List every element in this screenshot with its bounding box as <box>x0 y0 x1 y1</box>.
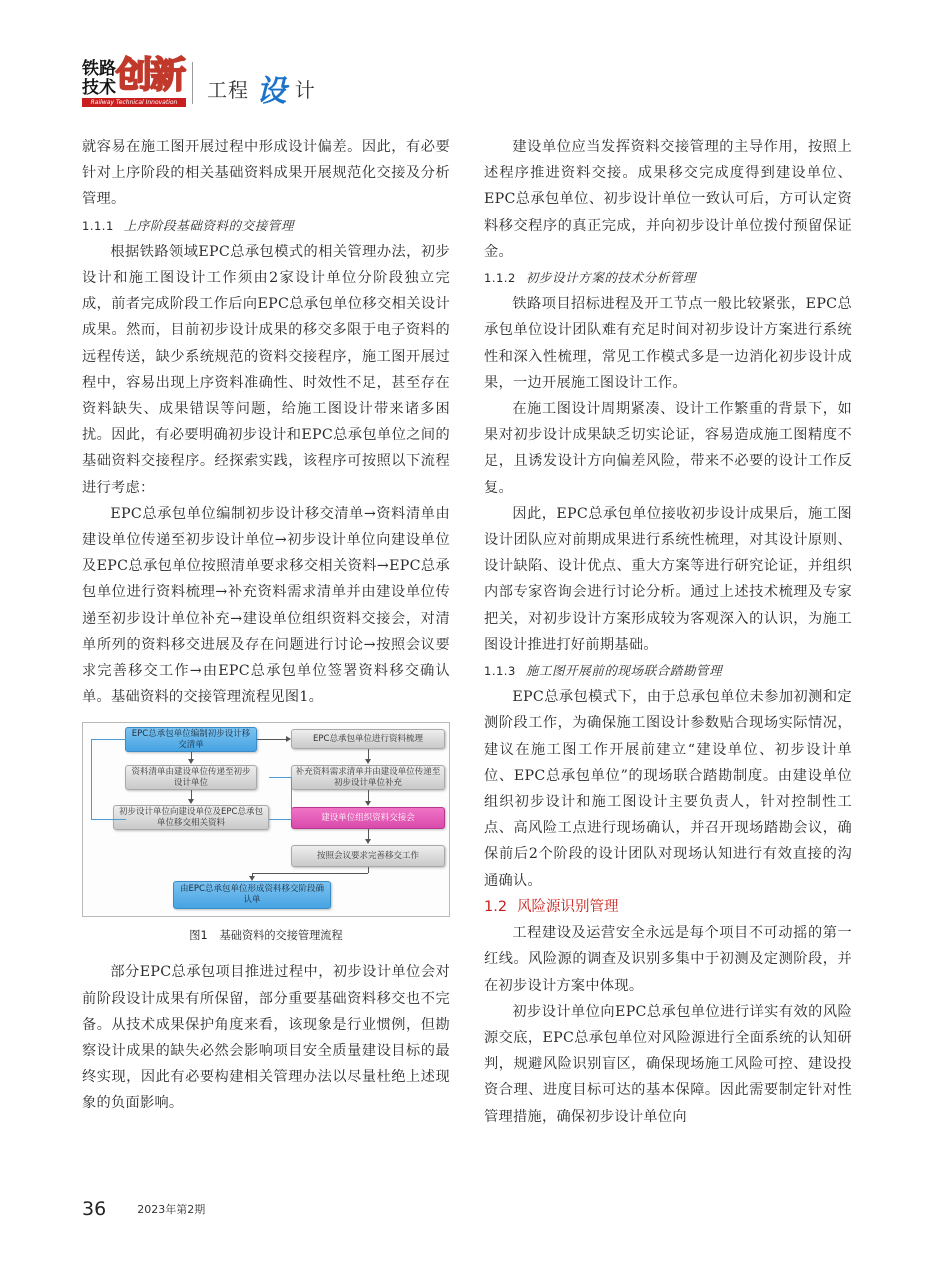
flow-box-3: 初步设计单位向建设单位及EPC总承包单位移交相关资料 <box>113 805 269 830</box>
journal-logo <box>82 55 186 108</box>
right-column <box>484 134 852 1130</box>
arrowhead <box>188 759 194 764</box>
flow-arrow <box>257 739 286 740</box>
paragraph: 就容易在施工图开展过程中形成设计偏差。因此，有必要针对上序阶段的相关基础资料成果开展规范化交接及分析管理。 <box>82 139 450 208</box>
flow-box-2: 资料清单由建设单位传递至初步设计单位 <box>125 765 257 790</box>
flow-box-5: 补充资料需求清单并由建设单位传递至初步设计单位补充 <box>291 765 445 790</box>
flow-box-7: 按照会议要求完善移交工作 <box>291 845 445 867</box>
subsection-heading-1-1-1: 1.1.1 上序阶段基础资料的交接管理 <box>82 217 294 233</box>
flow-arrow <box>252 873 368 874</box>
paragraph: 根据铁路领域EPC总承包模式的相关管理办法，初步设计和施工图设计工作须由2家设计单位分阶段独立完成，前者完成阶段工作后向EPC总承包单位移交相关设计成果。然而，目前初步设计成果的移交多限于电子资料的远程传送，缺少系统规范的资料交接程序，施工图开展过程中，容易出现上序资料准确性、时效性不足，甚至存在资料缺失、成果错误等问题，给施工图设计带来诸多困扰。因此，有必要明确初步设计和EPC总承包单位之间的基础资料交接程序。经探索实践，该程序可按照以下流程进行考虑： <box>82 243 450 496</box>
flow-box-1: EPC总承包单位编制初步设计移交清单 <box>125 727 257 752</box>
flow-arrow <box>368 867 369 873</box>
flow-box-4: EPC总承包单位进行资料梳理 <box>291 729 445 749</box>
left-column <box>82 134 450 1117</box>
subsection-heading-1-1-2: 1.1.2 初步设计方案的技术分析管理 <box>484 270 696 286</box>
feedback-loop <box>269 777 292 820</box>
paragraph: 铁路项目招标进程及开工节点一般比较紧张，EPC总承包单位设计团队难有充足时间对初步设计方案进行系统性和深入性梳理，常见工作模式多是一边消化初步设计成果，一边开展施工图设计工作。 <box>484 296 852 391</box>
journal-header <box>82 55 482 109</box>
paragraph: 建设单位应当发挥资料交接管理的主导作用，按照上述程序推进资料交接。成果移交完成度得到建设单位、EPC总承包单位、初步设计单位一致认可后，方可认定资料移交程序的真正完成，并向初步设计单位拨付预留保证金。 <box>484 139 852 260</box>
page-footer <box>82 1198 205 1220</box>
flow-box-6: 建设单位组织资料交接会 <box>291 807 445 829</box>
arrowhead <box>188 799 194 804</box>
section-heading-1-2: 1.2 风险源识别管理 <box>484 898 619 915</box>
figure-caption: 图1 基础资料的交接管理流程 <box>189 929 343 943</box>
arrowhead <box>365 801 371 806</box>
header-divider <box>192 62 193 104</box>
paragraph: 工程建设及运营安全永远是每个项目不可动摇的第一红线。风险源的调查及识别多集中于初测及定测阶段，并在初步设计方案中体现。 <box>484 925 852 994</box>
logo-small-text: 铁路 技术 <box>82 59 116 98</box>
paragraph: 初步设计单位向EPC总承包单位进行详实有效的风险源交底，EPC总承包单位对风险源进行全面系统的认知研判，规避风险识别盲区，确保现场施工风险可控、建设投资合理、进度目标可达的基本保障。因此需要制定针对性管理措施，确保初步设计单位向 <box>484 1003 852 1125</box>
flow-box-8: 由EPC总承包单位形成资料移交阶段确认单 <box>173 881 331 909</box>
logo-english: Railway Technical Innovation <box>82 98 186 107</box>
paragraph: EPC总承包模式下，由于总承包单位未参加初测和定测阶段工作，为确保施工图设计参数贴合现场实际情况，建议在施工图工作开展前建立“建设单位、初步设计单位、EPC总承包单位”的现场联合踏勘制度。由建设单位组织初步设计和施工图设计主要负责人，针对控制性工点、高风险工点进行现场确认，并召开现场踏勘会议，确保前后2个阶段的设计团队对现场认知进行有效直接的沟通确认。 <box>484 689 852 889</box>
paragraph: 部分EPC总承包项目推进过程中，初步设计单位会对前阶段设计成果有所保留，部分重要基础资料移交也不完备。从技术成果保护角度来看，该现象是行业惯例，但勘察设计成果的缺失必然会影响项目安全质量建设目标的最终实现，因此有必要构建相关管理办法以尽量杜绝上述现象的负面影响。 <box>82 964 450 1112</box>
flowchart-figure <box>82 722 450 917</box>
page-number: 36 <box>82 1198 107 1220</box>
arrowhead <box>365 759 371 764</box>
logo-big-text: 创新 <box>116 55 185 96</box>
section-name: 工程 设 计 <box>207 74 316 109</box>
paragraph: 在施工图设计周期紧凑、设计工作繁重的背景下，如果对初步设计成果缺乏切实论证，容易造成施工图精度不足，且诱发设计方向偏差风险，带来不必要的设计工作反复。 <box>484 401 852 496</box>
arrowhead <box>286 736 291 742</box>
paragraph: EPC总承包单位编制初步设计移交清单→资料清单由建设单位传递至初步设计单位→初步设计单位向建设单位及EPC总承包单位按照清单要求移交相关资料→EPC总承包单位进行资料梳理→补充资料需求清单并由建设单位传递至初步设计单位补充→建设单位组织资料交接会，对清单所列的资料移交进展及存在问题进行讨论→按照会议要求完善移交工作→由EPC总承包单位签署资料移交确认单。基础资料的交接管理流程见图1。 <box>82 505 450 706</box>
issue-label: 2023年第2期 <box>137 1203 206 1216</box>
arrowhead <box>365 839 371 844</box>
subsection-heading-1-1-3: 1.1.3 施工图开展前的现场联合踏勘管理 <box>484 663 723 679</box>
paragraph: 因此，EPC总承包单位接收初步设计成果后，施工图设计团队应对前期成果进行系统性梳理，对其设计原则、设计缺陷、设计优点、重大方案等进行研究论证，并组织内部专家咨询会进行讨论分析。通过上述技术梳理及专家把关，对初步设计方案形成较为客观深入的认识，为施工图设计推进打好前期基础。 <box>484 505 852 653</box>
arrowhead <box>249 876 255 881</box>
feedback-loop <box>91 739 126 820</box>
